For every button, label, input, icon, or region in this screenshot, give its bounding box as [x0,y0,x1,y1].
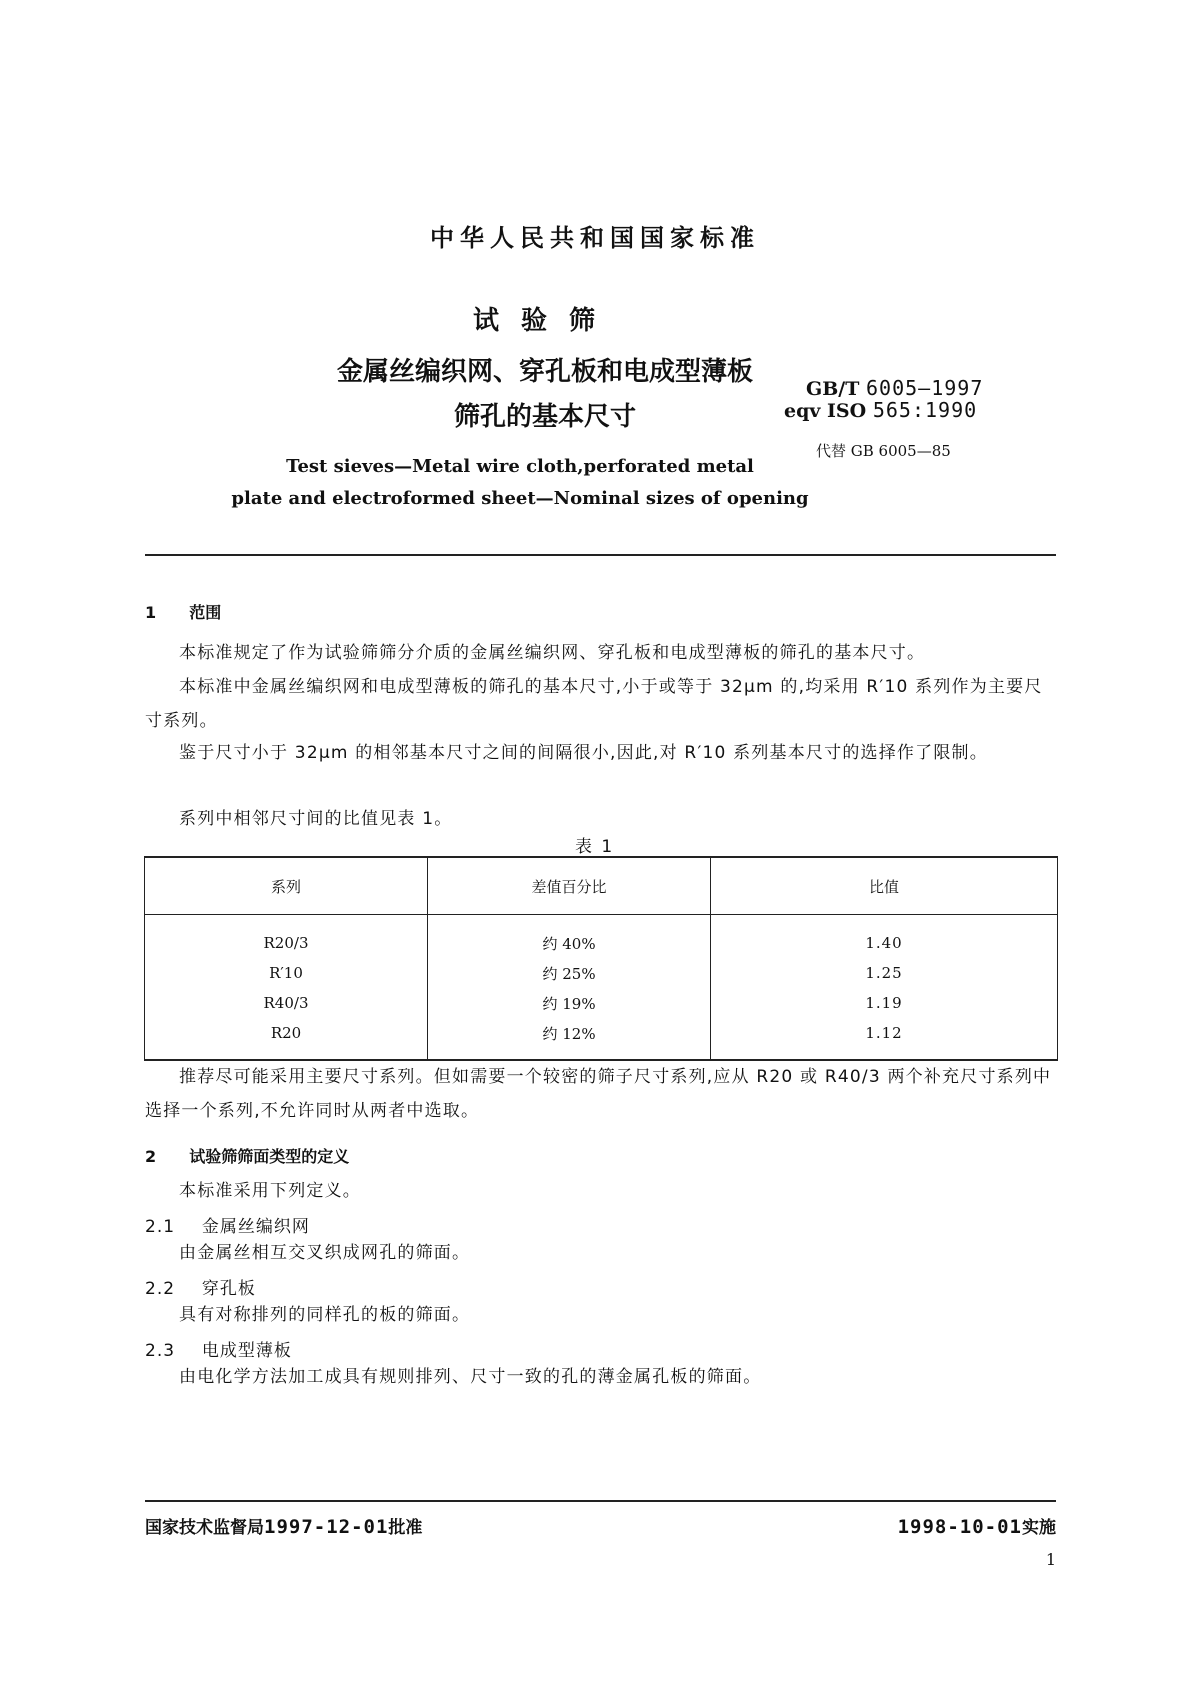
definition-number: 2.1 [145,1217,176,1237]
standard-code-prefix: GB/T [806,378,860,400]
table-cell-ratio: 1.19 [711,988,1058,1018]
title-line-3: 筛孔的基本尺寸 [453,402,636,432]
english-title-line-2: plate and electroformed sheet—Nominal sizes of opening [231,488,809,509]
table-cell-difference: 约 25% [428,958,711,988]
approval-date: 1997-12-01 [264,1516,389,1538]
effective-line [870,1513,1056,1538]
section-2-intro: 本标准采用下列定义。 [179,1181,361,1201]
definition-term: 金属丝编织网 [201,1217,310,1237]
section-2-number: 2 [145,1147,157,1166]
section-1-number: 1 [145,603,157,622]
table-cell-difference: 约 19% [428,988,711,1018]
table-row [145,958,1058,988]
section-1-heading [145,600,221,623]
table-1-caption: 表 1 [575,837,615,857]
section-1-title: 范围 [189,603,222,622]
definition-2-3-text: 由电化学方法加工成具有规则排列、尺寸一致的孔的薄金属孔板的筛面。 [179,1367,762,1387]
approval-word: 批准 [388,1518,423,1538]
effective-word: 实施 [1022,1518,1056,1538]
table-cell-series: R20/3 [145,915,428,959]
page-number: 1 [1045,1550,1056,1569]
table-cell-series: R40/3 [145,988,428,1018]
header-divider [145,554,1056,556]
definition-number: 2.3 [145,1341,176,1361]
after-table-paragraph: 推荐尽可能采用主要尺寸系列。但如需要一个较密的筛子尺寸系列,应从 R20 或 R40/3 两个补充尺寸系列中选择一个系列,不允许同时从两者中选取。 [145,1067,1052,1121]
definition-number: 2.2 [145,1279,176,1299]
title-line-1: 试验筛 [472,306,617,336]
table-header-series: 系列 [145,857,428,915]
definition-2-1-heading [145,1212,310,1237]
table-cell-ratio: 1.40 [711,915,1058,959]
effective-date: 1998-10-01 [897,1516,1022,1538]
table-row [145,988,1058,1018]
table-cell-difference: 约 40% [428,915,711,959]
national-standard-heading: 中华人民共和国国家标准 [430,224,760,252]
replaces-standard: 代替 GB 6005—85 [816,442,951,460]
equivalent-code [784,398,977,422]
definition-term: 电成型薄板 [201,1341,292,1361]
section-2-title: 试验筛筛面类型的定义 [189,1147,350,1166]
section-1-paragraph-2: 本标准中金属丝编织网和电成型薄板的筛孔的基本尺寸,小于或等于 32μm 的,均采用 R′10 系列作为主要尺寸系列。 [145,677,1043,731]
approval-line [145,1513,422,1538]
definition-2-2-text: 具有对称排列的同样孔的板的筛面。 [179,1305,471,1325]
table-row [145,915,1058,959]
definition-term: 穿孔板 [201,1279,256,1299]
table-header-ratio: 比值 [711,857,1058,915]
standard-code-number: 6005—1997 [866,376,984,400]
table-cell-ratio: 1.25 [711,958,1058,988]
table-cell-ratio: 1.12 [711,1018,1058,1060]
definition-2-2-heading [145,1274,256,1299]
english-title-line-1: Test sieves—Metal wire cloth,perforated metal [286,456,754,477]
section-1-paragraph-4: 系列中相邻尺寸间的比值见表 1。 [179,809,453,829]
standard-code [806,376,983,400]
section-2-heading [145,1144,349,1167]
table-row [145,1018,1058,1060]
definition-2-1-text: 由金属丝相互交叉织成网孔的筛面。 [179,1243,471,1263]
equivalent-code-number: 565:1990 [872,398,978,422]
footer-divider [145,1500,1056,1502]
definition-2-3-heading [145,1336,292,1361]
table-header-difference-percent: 差值百分比 [428,857,711,915]
table-cell-series: R20 [145,1018,428,1060]
equivalent-code-prefix: eqv ISO [784,400,867,422]
table-cell-series: R′10 [145,958,428,988]
section-1-paragraph-3: 鉴于尺寸小于 32μm 的相邻基本尺寸之间的间隔很小,因此,对 R′10 系列基本尺寸的选择作了限制。 [179,743,988,763]
table-1 [144,856,1058,1061]
approver: 国家技术监督局 [145,1518,264,1538]
title-line-2: 金属丝编织网、穿孔板和电成型薄板 [336,357,753,387]
table-header-row [145,857,1058,915]
table-cell-difference: 约 12% [428,1018,711,1060]
section-1-paragraph-1: 本标准规定了作为试验筛筛分介质的金属丝编织网、穿孔板和电成型薄板的筛孔的基本尺寸。 [179,643,926,663]
